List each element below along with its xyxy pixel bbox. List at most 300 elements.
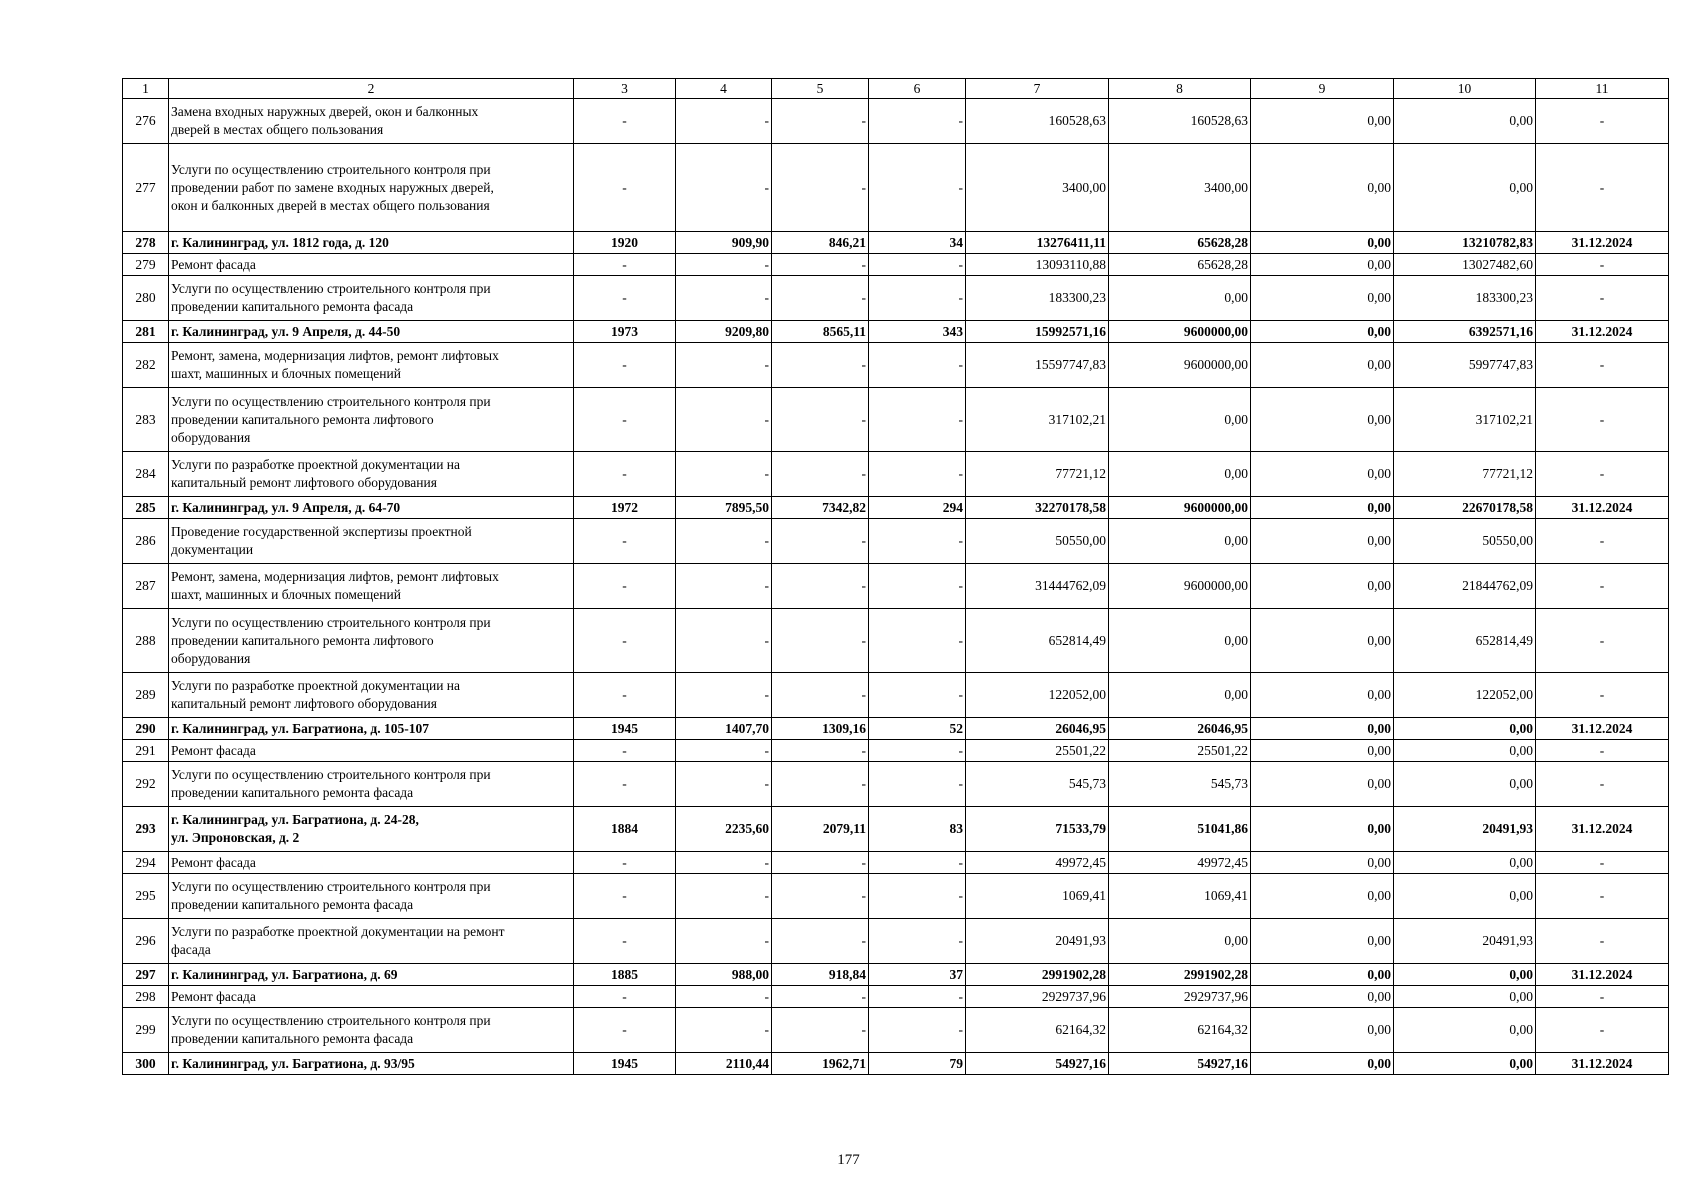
table-row bbox=[123, 673, 1669, 718]
column-header: 2 bbox=[169, 79, 574, 99]
description-line: документации bbox=[171, 542, 254, 557]
year-cell: - bbox=[574, 852, 676, 874]
work-description-cell bbox=[169, 343, 574, 388]
owner-cost-cell: 317102,21 bbox=[1394, 388, 1536, 452]
year-cell: - bbox=[574, 673, 676, 718]
description-line: проведении капитального ремонта лифтового bbox=[171, 411, 434, 427]
row-number-cell: 277 bbox=[123, 144, 169, 232]
description-line: Услуги по разработке проектной документации на bbox=[171, 457, 461, 472]
deadline-cell: - bbox=[1536, 1008, 1669, 1053]
year-cell: - bbox=[574, 99, 676, 144]
table-row bbox=[123, 343, 1669, 388]
residents-cell: - bbox=[869, 762, 966, 807]
year-cell: - bbox=[574, 874, 676, 919]
row-number-cell: 287 bbox=[123, 564, 169, 609]
living-area-cell: 1309,16 bbox=[772, 718, 869, 740]
row-number-cell: 281 bbox=[123, 321, 169, 343]
fund-cost-cell: 49972,45 bbox=[1109, 852, 1251, 874]
year-cell: - bbox=[574, 144, 676, 232]
year-cell: - bbox=[574, 919, 676, 964]
description-line: Услуги по осуществлению строительного контроля при bbox=[171, 1013, 491, 1028]
residents-cell: 343 bbox=[869, 321, 966, 343]
owner-cost-cell: 50550,00 bbox=[1394, 519, 1536, 564]
fund-cost-cell: 0,00 bbox=[1109, 452, 1251, 497]
residents-cell: - bbox=[869, 254, 966, 276]
total-cost-cell: 13093110,88 bbox=[966, 254, 1109, 276]
work-description-cell bbox=[169, 144, 574, 232]
total-cost-cell: 1069,41 bbox=[966, 874, 1109, 919]
work-description-cell bbox=[169, 1008, 574, 1053]
total-area-cell: - bbox=[676, 762, 772, 807]
fund-cost-cell: 1069,41 bbox=[1109, 874, 1251, 919]
living-area-cell: - bbox=[772, 564, 869, 609]
fund-cost-cell: 3400,00 bbox=[1109, 144, 1251, 232]
description-line: окон и балконных дверей в местах общего пользования bbox=[171, 197, 490, 213]
budget-cost-cell: 0,00 bbox=[1251, 718, 1394, 740]
description-line: Замена входных наружных дверей, окон и балконных bbox=[171, 104, 479, 119]
fund-cost-cell: 9600000,00 bbox=[1109, 321, 1251, 343]
row-number-cell: 290 bbox=[123, 718, 169, 740]
owner-cost-cell: 0,00 bbox=[1394, 874, 1536, 919]
deadline-cell: - bbox=[1536, 919, 1669, 964]
owner-cost-cell: 652814,49 bbox=[1394, 609, 1536, 673]
deadline-cell: - bbox=[1536, 343, 1669, 388]
living-area-cell: 2079,11 bbox=[772, 807, 869, 852]
deadline-cell: 31.12.2024 bbox=[1536, 718, 1669, 740]
residents-cell: - bbox=[869, 852, 966, 874]
owner-cost-cell: 0,00 bbox=[1394, 852, 1536, 874]
owner-cost-cell: 13027482,60 bbox=[1394, 254, 1536, 276]
register-table bbox=[122, 78, 1669, 1075]
table-row bbox=[123, 609, 1669, 673]
table-row bbox=[123, 497, 1669, 519]
total-cost-cell: 545,73 bbox=[966, 762, 1109, 807]
description-line: Услуги по осуществлению строительного контроля при bbox=[171, 161, 491, 177]
description-line: капитальный ремонт лифтового оборудования bbox=[171, 475, 437, 490]
row-number-cell: 298 bbox=[123, 986, 169, 1008]
description-line: Ремонт фасада bbox=[171, 256, 256, 272]
description-line: проведении работ по замене входных наружных дверей, bbox=[171, 179, 494, 195]
column-number-header-row bbox=[123, 79, 1669, 99]
deadline-cell: - bbox=[1536, 276, 1669, 321]
column-header: 8 bbox=[1109, 79, 1251, 99]
description-line: Проведение государственной экспертизы проектной bbox=[171, 524, 472, 539]
fund-cost-cell: 160528,63 bbox=[1109, 99, 1251, 144]
description-line: капитальный ремонт лифтового оборудования bbox=[171, 696, 437, 711]
total-cost-cell: 71533,79 bbox=[966, 807, 1109, 852]
budget-cost-cell: 0,00 bbox=[1251, 762, 1394, 807]
description-line: Услуги по разработке проектной документации на ремонт bbox=[171, 924, 505, 939]
living-area-cell: - bbox=[772, 99, 869, 144]
total-area-cell: - bbox=[676, 564, 772, 609]
row-number-cell: 289 bbox=[123, 673, 169, 718]
total-cost-cell: 20491,93 bbox=[966, 919, 1109, 964]
work-description-cell bbox=[169, 452, 574, 497]
deadline-cell: - bbox=[1536, 852, 1669, 874]
budget-cost-cell: 0,00 bbox=[1251, 807, 1394, 852]
budget-cost-cell: 0,00 bbox=[1251, 964, 1394, 986]
work-description-cell bbox=[169, 740, 574, 762]
row-number-cell: 291 bbox=[123, 740, 169, 762]
total-area-cell: 909,90 bbox=[676, 232, 772, 254]
budget-cost-cell: 0,00 bbox=[1251, 452, 1394, 497]
total-area-cell: - bbox=[676, 919, 772, 964]
address-cell bbox=[169, 497, 574, 519]
table-row bbox=[123, 964, 1669, 986]
column-header: 6 bbox=[869, 79, 966, 99]
residents-cell: 34 bbox=[869, 232, 966, 254]
fund-cost-cell: 65628,28 bbox=[1109, 232, 1251, 254]
row-number-cell: 276 bbox=[123, 99, 169, 144]
budget-cost-cell: 0,00 bbox=[1251, 986, 1394, 1008]
table-row bbox=[123, 321, 1669, 343]
owner-cost-cell: 6392571,16 bbox=[1394, 321, 1536, 343]
description-line: Ремонт фасада bbox=[171, 988, 256, 1004]
deadline-cell: 31.12.2024 bbox=[1536, 1053, 1669, 1075]
total-cost-cell: 32270178,58 bbox=[966, 497, 1109, 519]
year-cell: - bbox=[574, 986, 676, 1008]
budget-cost-cell: 0,00 bbox=[1251, 144, 1394, 232]
budget-cost-cell: 0,00 bbox=[1251, 497, 1394, 519]
budget-cost-cell: 0,00 bbox=[1251, 254, 1394, 276]
fund-cost-cell: 54927,16 bbox=[1109, 1053, 1251, 1075]
fund-cost-cell: 0,00 bbox=[1109, 609, 1251, 673]
column-header: 4 bbox=[676, 79, 772, 99]
owner-cost-cell: 77721,12 bbox=[1394, 452, 1536, 497]
address-cell bbox=[169, 718, 574, 740]
row-number-cell: 297 bbox=[123, 964, 169, 986]
residents-cell: - bbox=[869, 986, 966, 1008]
description-line: Услуги по осуществлению строительного контроля при bbox=[171, 767, 491, 782]
total-area-cell: - bbox=[676, 740, 772, 762]
year-cell: 1920 bbox=[574, 232, 676, 254]
year-cell: - bbox=[574, 762, 676, 807]
row-number-cell: 296 bbox=[123, 919, 169, 964]
address-cell bbox=[169, 1053, 574, 1075]
table-row bbox=[123, 740, 1669, 762]
living-area-cell: 846,21 bbox=[772, 232, 869, 254]
year-cell: - bbox=[574, 452, 676, 497]
description-line: г. Калининград, ул. 1812 года, д. 120 bbox=[171, 234, 389, 250]
owner-cost-cell: 13210782,83 bbox=[1394, 232, 1536, 254]
work-description-cell bbox=[169, 564, 574, 609]
budget-cost-cell: 0,00 bbox=[1251, 919, 1394, 964]
column-header: 10 bbox=[1394, 79, 1536, 99]
table-row bbox=[123, 452, 1669, 497]
row-number-cell: 283 bbox=[123, 388, 169, 452]
total-area-cell: - bbox=[676, 852, 772, 874]
table-row bbox=[123, 762, 1669, 807]
year-cell: - bbox=[574, 388, 676, 452]
residents-cell: 37 bbox=[869, 964, 966, 986]
table-body bbox=[123, 99, 1669, 1075]
budget-cost-cell: 0,00 bbox=[1251, 388, 1394, 452]
table-row bbox=[123, 919, 1669, 964]
budget-cost-cell: 0,00 bbox=[1251, 99, 1394, 144]
total-cost-cell: 62164,32 bbox=[966, 1008, 1109, 1053]
living-area-cell: - bbox=[772, 343, 869, 388]
row-number-cell: 300 bbox=[123, 1053, 169, 1075]
description-line: г. Калининград, ул. Багратиона, д. 24-28, bbox=[171, 812, 419, 827]
table-row bbox=[123, 276, 1669, 321]
budget-cost-cell: 0,00 bbox=[1251, 740, 1394, 762]
total-area-cell: - bbox=[676, 144, 772, 232]
owner-cost-cell: 0,00 bbox=[1394, 740, 1536, 762]
owner-cost-cell: 20491,93 bbox=[1394, 919, 1536, 964]
deadline-cell: - bbox=[1536, 564, 1669, 609]
year-cell: - bbox=[574, 343, 676, 388]
living-area-cell: - bbox=[772, 609, 869, 673]
fund-cost-cell: 0,00 bbox=[1109, 919, 1251, 964]
living-area-cell: 1962,71 bbox=[772, 1053, 869, 1075]
work-description-cell bbox=[169, 762, 574, 807]
budget-cost-cell: 0,00 bbox=[1251, 519, 1394, 564]
year-cell: 1945 bbox=[574, 1053, 676, 1075]
residents-cell: - bbox=[869, 343, 966, 388]
total-cost-cell: 50550,00 bbox=[966, 519, 1109, 564]
budget-cost-cell: 0,00 bbox=[1251, 564, 1394, 609]
description-line: фасада bbox=[171, 942, 211, 957]
total-area-cell: - bbox=[676, 874, 772, 919]
residents-cell: - bbox=[869, 740, 966, 762]
year-cell: - bbox=[574, 519, 676, 564]
year-cell: - bbox=[574, 276, 676, 321]
description-line: Ремонт фасада bbox=[171, 854, 256, 870]
living-area-cell: - bbox=[772, 673, 869, 718]
residents-cell: - bbox=[869, 276, 966, 321]
budget-cost-cell: 0,00 bbox=[1251, 321, 1394, 343]
living-area-cell: 918,84 bbox=[772, 964, 869, 986]
total-area-cell: - bbox=[676, 519, 772, 564]
living-area-cell: - bbox=[772, 852, 869, 874]
total-cost-cell: 26046,95 bbox=[966, 718, 1109, 740]
description-line: Ремонт, замена, модернизация лифтов, ремонт лифтовых bbox=[171, 569, 499, 584]
residents-cell: - bbox=[869, 564, 966, 609]
total-cost-cell: 49972,45 bbox=[966, 852, 1109, 874]
year-cell: - bbox=[574, 254, 676, 276]
total-area-cell: - bbox=[676, 673, 772, 718]
row-number-cell: 282 bbox=[123, 343, 169, 388]
budget-cost-cell: 0,00 bbox=[1251, 609, 1394, 673]
year-cell: 1945 bbox=[574, 718, 676, 740]
total-area-cell: 7895,50 bbox=[676, 497, 772, 519]
living-area-cell: - bbox=[772, 762, 869, 807]
year-cell: - bbox=[574, 609, 676, 673]
total-area-cell: 9209,80 bbox=[676, 321, 772, 343]
total-area-cell: - bbox=[676, 388, 772, 452]
total-cost-cell: 317102,21 bbox=[966, 388, 1109, 452]
address-cell bbox=[169, 807, 574, 852]
year-cell: 1972 bbox=[574, 497, 676, 519]
row-number-cell: 293 bbox=[123, 807, 169, 852]
column-header: 11 bbox=[1536, 79, 1669, 99]
total-cost-cell: 15597747,83 bbox=[966, 343, 1109, 388]
work-description-cell bbox=[169, 986, 574, 1008]
description-line: проведении капитального ремонта фасада bbox=[171, 299, 414, 314]
description-line: Услуги по осуществлению строительного контроля при bbox=[171, 879, 491, 894]
row-number-cell: 278 bbox=[123, 232, 169, 254]
address-cell bbox=[169, 232, 574, 254]
deadline-cell: - bbox=[1536, 609, 1669, 673]
total-cost-cell: 160528,63 bbox=[966, 99, 1109, 144]
row-number-cell: 288 bbox=[123, 609, 169, 673]
description-line: ул. Эпроновская, д. 2 bbox=[171, 830, 300, 845]
deadline-cell: 31.12.2024 bbox=[1536, 807, 1669, 852]
description-line: Услуги по осуществлению строительного контроля при bbox=[171, 281, 491, 296]
residents-cell: - bbox=[869, 673, 966, 718]
deadline-cell: - bbox=[1536, 519, 1669, 564]
deadline-cell: - bbox=[1536, 762, 1669, 807]
deadline-cell: - bbox=[1536, 986, 1669, 1008]
description-line: Ремонт фасада bbox=[171, 742, 256, 758]
residents-cell: - bbox=[869, 874, 966, 919]
column-header: 9 bbox=[1251, 79, 1394, 99]
deadline-cell: - bbox=[1536, 740, 1669, 762]
table-row bbox=[123, 986, 1669, 1008]
table-row bbox=[123, 232, 1669, 254]
table-row bbox=[123, 718, 1669, 740]
total-cost-cell: 3400,00 bbox=[966, 144, 1109, 232]
work-description-cell bbox=[169, 609, 574, 673]
residents-cell: - bbox=[869, 144, 966, 232]
living-area-cell: - bbox=[772, 254, 869, 276]
living-area-cell: - bbox=[772, 452, 869, 497]
total-cost-cell: 2929737,96 bbox=[966, 986, 1109, 1008]
total-cost-cell: 122052,00 bbox=[966, 673, 1109, 718]
address-cell bbox=[169, 321, 574, 343]
table-row bbox=[123, 144, 1669, 232]
row-number-cell: 299 bbox=[123, 1008, 169, 1053]
fund-cost-cell: 65628,28 bbox=[1109, 254, 1251, 276]
table-row bbox=[123, 807, 1669, 852]
living-area-cell: - bbox=[772, 519, 869, 564]
work-description-cell bbox=[169, 673, 574, 718]
total-cost-cell: 31444762,09 bbox=[966, 564, 1109, 609]
fund-cost-cell: 0,00 bbox=[1109, 673, 1251, 718]
residents-cell: - bbox=[869, 452, 966, 497]
deadline-cell: 31.12.2024 bbox=[1536, 321, 1669, 343]
budget-cost-cell: 0,00 bbox=[1251, 874, 1394, 919]
year-cell: 1884 bbox=[574, 807, 676, 852]
year-cell: - bbox=[574, 1008, 676, 1053]
description-line: шахт, машинных и блочных помещений bbox=[171, 587, 401, 602]
fund-cost-cell: 2991902,28 bbox=[1109, 964, 1251, 986]
total-cost-cell: 25501,22 bbox=[966, 740, 1109, 762]
description-line: проведении капитального ремонта лифтового bbox=[171, 632, 434, 648]
total-cost-cell: 652814,49 bbox=[966, 609, 1109, 673]
deadline-cell: - bbox=[1536, 388, 1669, 452]
deadline-cell: 31.12.2024 bbox=[1536, 497, 1669, 519]
work-description-cell bbox=[169, 519, 574, 564]
owner-cost-cell: 122052,00 bbox=[1394, 673, 1536, 718]
budget-cost-cell: 0,00 bbox=[1251, 343, 1394, 388]
table-row bbox=[123, 874, 1669, 919]
owner-cost-cell: 0,00 bbox=[1394, 986, 1536, 1008]
fund-cost-cell: 0,00 bbox=[1109, 388, 1251, 452]
year-cell: - bbox=[574, 740, 676, 762]
total-area-cell: - bbox=[676, 986, 772, 1008]
fund-cost-cell: 9600000,00 bbox=[1109, 564, 1251, 609]
living-area-cell: - bbox=[772, 388, 869, 452]
work-description-cell bbox=[169, 254, 574, 276]
column-header: 7 bbox=[966, 79, 1109, 99]
deadline-cell: 31.12.2024 bbox=[1536, 232, 1669, 254]
owner-cost-cell: 0,00 bbox=[1394, 964, 1536, 986]
description-line: шахт, машинных и блочных помещений bbox=[171, 366, 401, 381]
row-number-cell: 294 bbox=[123, 852, 169, 874]
budget-cost-cell: 0,00 bbox=[1251, 1008, 1394, 1053]
row-number-cell: 286 bbox=[123, 519, 169, 564]
total-cost-cell: 13276411,11 bbox=[966, 232, 1109, 254]
column-header: 1 bbox=[123, 79, 169, 99]
residents-cell: - bbox=[869, 609, 966, 673]
deadline-cell: 31.12.2024 bbox=[1536, 964, 1669, 986]
total-area-cell: - bbox=[676, 99, 772, 144]
owner-cost-cell: 0,00 bbox=[1394, 144, 1536, 232]
table-row bbox=[123, 519, 1669, 564]
description-line: проведении капитального ремонта фасада bbox=[171, 897, 414, 912]
deadline-cell: - bbox=[1536, 254, 1669, 276]
description-line: Услуги по разработке проектной документации на bbox=[171, 678, 461, 693]
description-line: г. Калининград, ул. 9 Апреля, д. 64-70 bbox=[171, 499, 401, 515]
description-line: дверей в местах общего пользования bbox=[171, 122, 384, 137]
total-cost-cell: 183300,23 bbox=[966, 276, 1109, 321]
total-area-cell: - bbox=[676, 1008, 772, 1053]
work-description-cell bbox=[169, 99, 574, 144]
table-row bbox=[123, 1008, 1669, 1053]
description-line: оборудования bbox=[171, 650, 251, 666]
description-line: Услуги по осуществлению строительного контроля при bbox=[171, 614, 491, 630]
description-line: проведении капитального ремонта фасада bbox=[171, 1031, 414, 1046]
total-cost-cell: 15992571,16 bbox=[966, 321, 1109, 343]
fund-cost-cell: 0,00 bbox=[1109, 276, 1251, 321]
table-row bbox=[123, 1053, 1669, 1075]
deadline-cell: - bbox=[1536, 874, 1669, 919]
work-description-cell bbox=[169, 852, 574, 874]
owner-cost-cell: 22670178,58 bbox=[1394, 497, 1536, 519]
residents-cell: - bbox=[869, 1008, 966, 1053]
budget-cost-cell: 0,00 bbox=[1251, 852, 1394, 874]
residents-cell: - bbox=[869, 99, 966, 144]
total-cost-cell: 77721,12 bbox=[966, 452, 1109, 497]
living-area-cell: - bbox=[772, 144, 869, 232]
deadline-cell: - bbox=[1536, 452, 1669, 497]
year-cell: - bbox=[574, 564, 676, 609]
owner-cost-cell: 21844762,09 bbox=[1394, 564, 1536, 609]
deadline-cell: - bbox=[1536, 673, 1669, 718]
living-area-cell: 8565,11 bbox=[772, 321, 869, 343]
fund-cost-cell: 51041,86 bbox=[1109, 807, 1251, 852]
description-line: Услуги по осуществлению строительного контроля при bbox=[171, 393, 491, 409]
fund-cost-cell: 62164,32 bbox=[1109, 1008, 1251, 1053]
table-row bbox=[123, 99, 1669, 144]
year-cell: 1973 bbox=[574, 321, 676, 343]
description-line: г. Калининград, ул. Багратиона, д. 105-107 bbox=[171, 720, 429, 736]
budget-cost-cell: 0,00 bbox=[1251, 232, 1394, 254]
budget-cost-cell: 0,00 bbox=[1251, 673, 1394, 718]
owner-cost-cell: 20491,93 bbox=[1394, 807, 1536, 852]
description-line: оборудования bbox=[171, 429, 251, 445]
owner-cost-cell: 5997747,83 bbox=[1394, 343, 1536, 388]
fund-cost-cell: 9600000,00 bbox=[1109, 343, 1251, 388]
living-area-cell: 7342,82 bbox=[772, 497, 869, 519]
fund-cost-cell: 545,73 bbox=[1109, 762, 1251, 807]
deadline-cell: - bbox=[1536, 144, 1669, 232]
owner-cost-cell: 0,00 bbox=[1394, 99, 1536, 144]
description-line: Ремонт, замена, модернизация лифтов, ремонт лифтовых bbox=[171, 348, 499, 363]
owner-cost-cell: 0,00 bbox=[1394, 762, 1536, 807]
living-area-cell: - bbox=[772, 740, 869, 762]
